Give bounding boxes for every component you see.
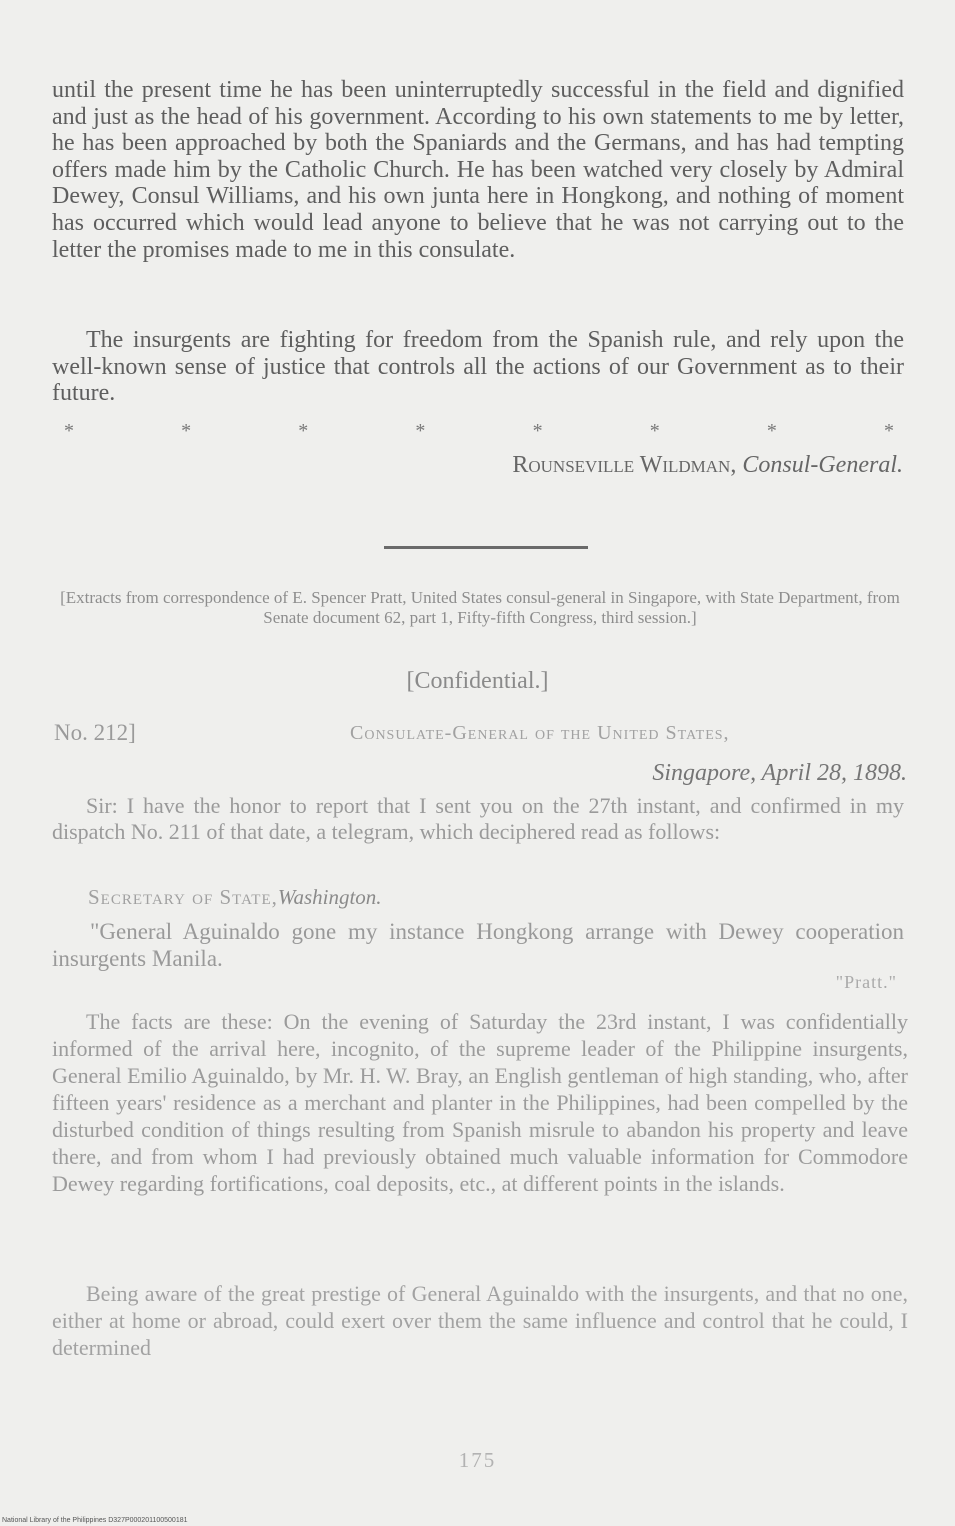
star: * <box>883 420 894 442</box>
paragraph-insurgents: The insurgents are fighting for freedom from the Spanish rule, and rely upon the well-known sense of justice that controls all the actions of our Government as to their future. <box>52 327 904 407</box>
star: * <box>532 420 543 442</box>
telegram-text: "General Aguinaldo gone my instance Hongkong arrange with Dewey cooperation insurgents Manila. <box>52 919 904 971</box>
paragraph-continued: until the present time he has been uninterruptedly successful in the field and dignified and just as the head of his government. According to his own statements to me by letter, he has been approached by both the Spaniards and the Germans, and has had tempting offers made him by the Catholic Church. He has been watched very closely by Admiral Dewey, Consul Williams, and his own junta here in Hongkong, and nothing of moment has occurred which would lead anyone to believe that he was not carrying out to the letter the promises made to me in this consulate. <box>52 77 904 263</box>
star: * <box>298 420 309 442</box>
section-stars <box>64 420 894 443</box>
salutation-paragraph: Sir: I have the honor to report that I sent you on the 27th instant, and confirmed in my dispatch No. 211 of that date, a telegram, which deciphered read as follows: <box>52 793 904 844</box>
facts-paragraph: The facts are these: On the evening of Saturday the 23rd instant, I was confidentially informed of the arrival here, incognito, of the supreme leader of the Philippine insurgents, General Emilio Aguinaldo, by Mr. H. W. Bray, an English gentleman of high standing, who, after fifteen years' residence as a merchant and planter in the Philippines, had been compelled by the disturbed condition of things resulting from Spanish misrule to abandon his property and leave there, and from whom I had previously obtained much valuable information for Commodore Dewey regarding fortifications, coal deposits, etc., at different points in the islands. <box>52 1009 908 1196</box>
telegram-signature: "Pratt." <box>835 972 897 992</box>
star: * <box>181 420 192 442</box>
telegram-addressee <box>88 885 382 910</box>
page-number: 175 <box>458 1448 497 1472</box>
addressee-name: Secretary of State, <box>88 885 278 909</box>
footer-credit: National Library of the Philippines D327P000201100500181 <box>2 1517 188 1524</box>
signature-title: Consul-General. <box>742 452 903 478</box>
star: * <box>766 420 777 442</box>
addressee-place: Washington. <box>277 885 382 909</box>
star: * <box>415 420 426 442</box>
dispatch-number: No. 212] <box>54 720 136 745</box>
aware-paragraph: Being aware of the great prestige of General Aguinaldo with the insurgents, and that no one, either at home or abroad, could exert over them the same influence and control that he could, I determined <box>52 1281 908 1360</box>
star: * <box>64 420 74 442</box>
signature-name: Rounseville Wildman, <box>512 452 737 478</box>
confidential-label: [Confidential.] <box>406 668 549 694</box>
star: * <box>649 420 660 442</box>
place-date: Singapore, April 28, 1898. <box>652 760 907 786</box>
signature <box>512 452 903 479</box>
extract-note: [Extracts from correspondence of E. Spencer Pratt, United States consul-general in Singapore, with State Department, from Senate document 62, part 1, Fifty-fifth Congress, third session.] <box>60 588 900 627</box>
section-divider <box>384 546 588 549</box>
consulate-heading: Consulate-General of the United States, <box>350 722 730 744</box>
